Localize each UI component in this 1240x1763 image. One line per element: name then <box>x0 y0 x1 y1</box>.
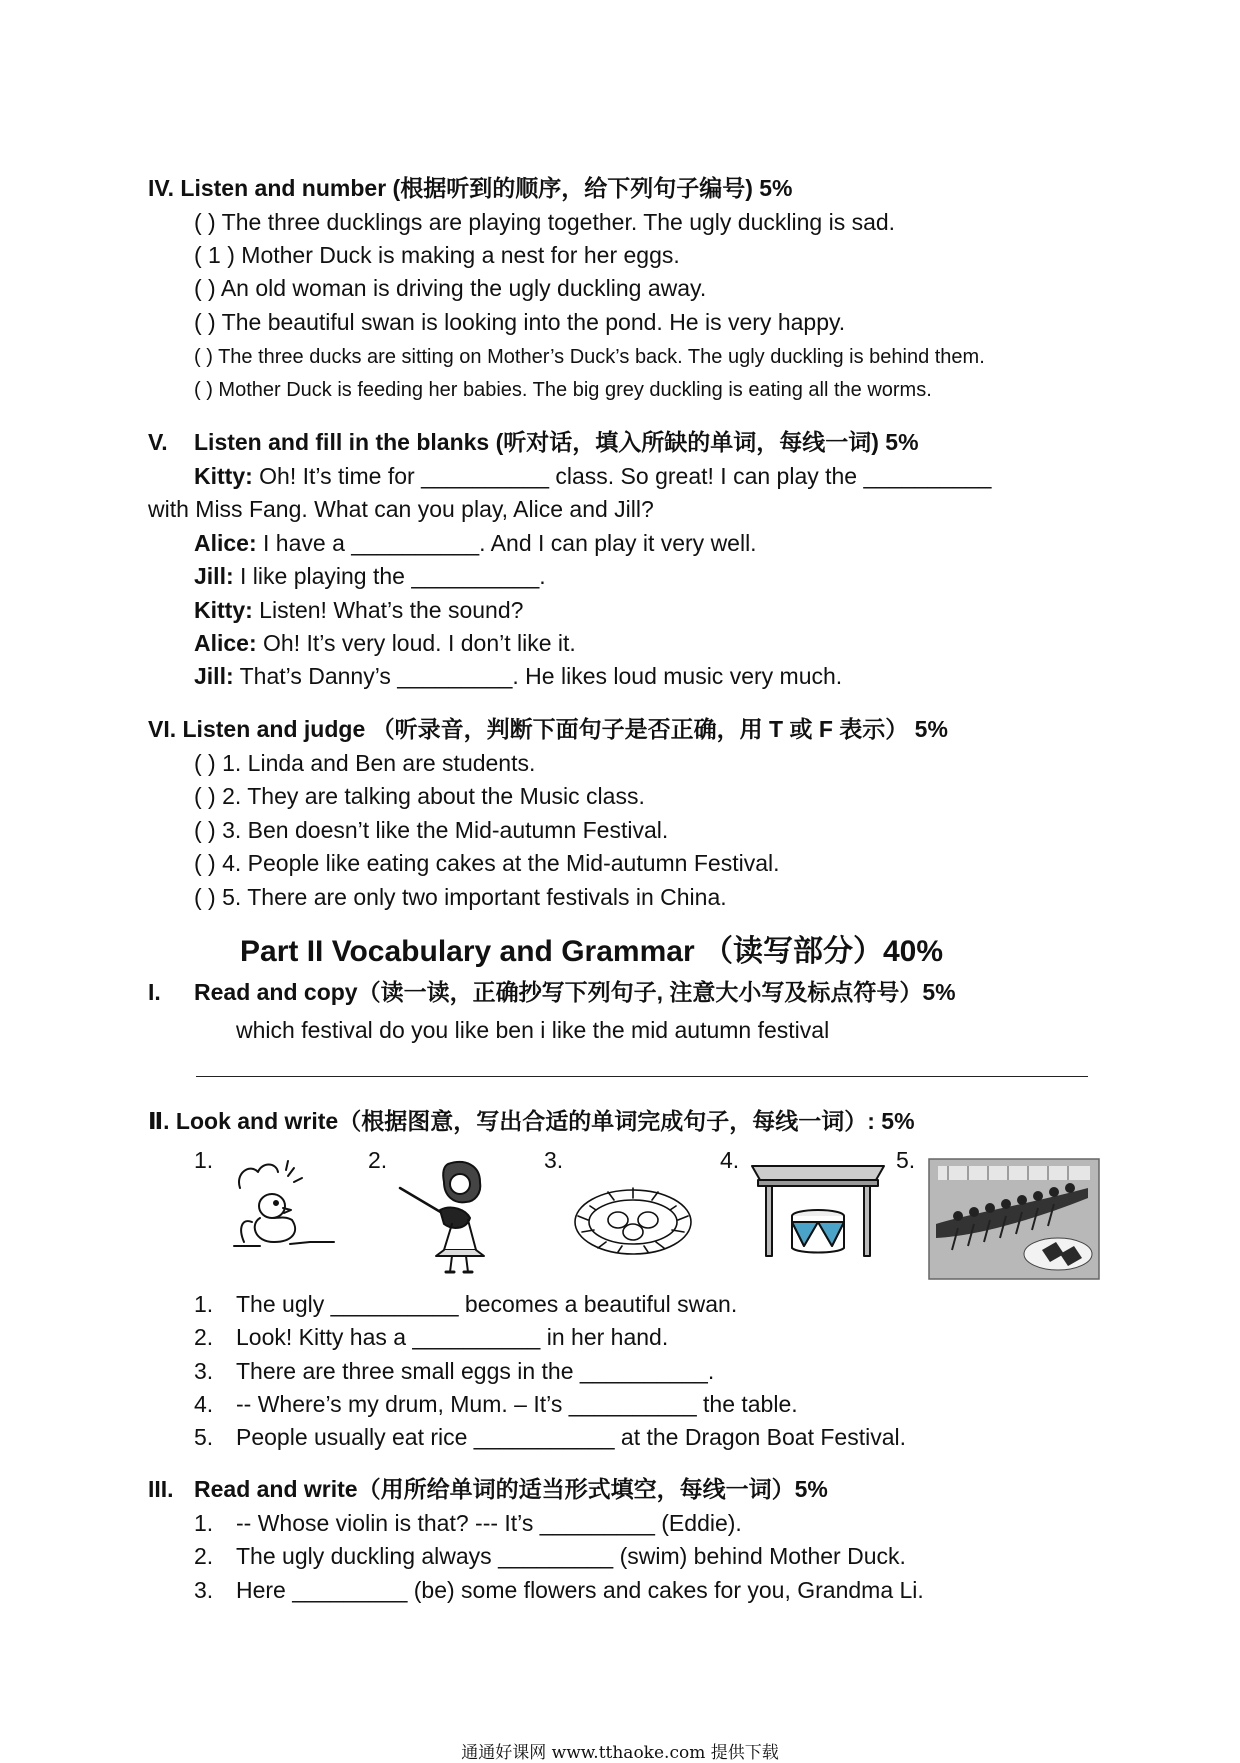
section-6-item-5: ( ) 5. There are only two important festivals in China. <box>194 884 727 910</box>
dragon-boat-picture <box>928 1158 1100 1280</box>
look-write-item-1-text: The ugly __________ becomes a beautiful swan. <box>236 1291 738 1317</box>
section-6-item-4: ( ) 4. People like eating cakes at the Mid-autumn Festival. <box>194 850 780 876</box>
section-4-item-3: ( ) An old woman is driving the ugly duckling away. <box>194 275 707 301</box>
copy-answer-line <box>196 1076 1088 1077</box>
look-write-item-2-text: Look! Kitty has a __________ in her hand. <box>236 1324 669 1350</box>
section-6-item-2: ( ) 2. They are talking about the Music class. <box>194 783 645 809</box>
duckling-picture <box>230 1158 340 1250</box>
look-write-item-5-number: 5. <box>194 1424 214 1450</box>
part-2-section-3-title: Read and write（用所给单词的适当形式填空，每线一词）5% <box>194 1476 828 1502</box>
look-write-item-1-number: 1. <box>194 1291 214 1317</box>
picture-number-2: 2. <box>368 1147 388 1173</box>
speaker-alice: Alice: <box>194 630 257 656</box>
part-2-section-1-title: Read and copy（读一读，正确抄写下列句子, 注意大小写及标点符号）5% <box>194 979 956 1005</box>
drum-under-table-picture <box>748 1160 888 1260</box>
dialog-text: I like playing the __________. <box>233 563 546 589</box>
section-4-title: IV. Listen and number (根据听到的顺序，给下列句子编号) 5% <box>148 175 793 201</box>
read-write-item-3-number: 3. <box>194 1577 214 1603</box>
read-write-item-2-number: 2. <box>194 1543 214 1569</box>
look-write-item-4-number: 4. <box>194 1391 214 1417</box>
dialog-line-kitty-1-cont: with Miss Fang. What can you play, Alice and Jill? <box>148 496 654 522</box>
section-4-item-5: ( ) The three ducks are sitting on Mother’s Duck’s back. The ugly duckling is behind them. <box>194 346 985 368</box>
speaker-kitty: Kitty: <box>194 597 253 623</box>
section-4-item-6: ( ) Mother Duck is feeding her babies. The big grey duckling is eating all the worms. <box>194 379 932 401</box>
look-write-item-5-text: People usually eat rice ___________ at the Dragon Boat Festival. <box>236 1424 906 1450</box>
part-2-title: Part II Vocabulary and Grammar （读写部分）40% <box>240 935 943 968</box>
dialog-text: Listen! What’s the sound? <box>252 597 524 623</box>
read-write-item-2-text: The ugly duckling always _________ (swim) behind Mother Duck. <box>236 1543 906 1569</box>
picture-number-5: 5. <box>896 1147 916 1173</box>
read-write-item-1-text: -- Whose violin is that? --- It’s _________ (Eddie). <box>236 1510 742 1536</box>
part-2-section-3-number: III. <box>148 1476 174 1502</box>
speaker-jill: Jill: <box>194 563 234 589</box>
dialog-line-alice-2 <box>194 629 576 657</box>
speaker-alice: Alice: <box>194 530 257 556</box>
section-4-item-4: ( ) The beautiful swan is looking into the pond. He is very happy. <box>194 309 846 335</box>
speaker-kitty: Kitty: <box>194 463 253 489</box>
nest-picture <box>568 1176 698 1264</box>
part-2-section-2-title: Ⅱ. Look and write（根据图意，写出合适的单词完成句子，每线一词）: 5% <box>148 1108 915 1134</box>
dialog-text: That’s Danny’s _________. He likes loud music very much. <box>233 663 843 689</box>
dialog-line-kitty-2 <box>194 596 523 624</box>
look-write-item-3-text: There are three small eggs in the __________. <box>236 1358 715 1384</box>
section-5-title: Listen and fill in the blanks (听对话，填入所缺的单词，每线一词) 5% <box>194 429 919 455</box>
dialog-line-jill-2 <box>194 662 842 690</box>
dialog-text: Oh! It’s very loud. I don’t like it. <box>256 630 576 656</box>
copy-sentence: which festival do you like ben i like the mid autumn festival <box>236 1017 830 1043</box>
look-write-item-4-text: -- Where’s my drum, Mum. – It’s __________ the table. <box>236 1391 798 1417</box>
picture-number-1: 1. <box>194 1147 214 1173</box>
dialog-line-alice-1 <box>194 529 757 557</box>
read-write-item-3-text: Here _________ (be) some flowers and cakes for you, Grandma Li. <box>236 1577 924 1603</box>
picture-number-4: 4. <box>720 1147 740 1173</box>
look-write-item-3-number: 3. <box>194 1358 214 1384</box>
section-6-item-3: ( ) 3. Ben doesn’t like the Mid-autumn Festival. <box>194 817 669 843</box>
dialog-line-kitty-1 <box>194 462 991 490</box>
section-6-item-1: ( ) 1. Linda and Ben are students. <box>194 750 536 776</box>
violin-girl-picture <box>396 1158 506 1278</box>
section-6-title: VI. Listen and judge （听录音，判断下面句子是否正确，用 T 或 F 表示） 5% <box>148 716 948 742</box>
dialog-line-jill-1 <box>194 562 546 590</box>
dialog-text: I have a __________. And I can play it very well. <box>256 530 757 556</box>
picture-number-3: 3. <box>544 1147 564 1173</box>
section-4-item-2: ( 1 ) Mother Duck is making a nest for her eggs. <box>194 242 680 268</box>
speaker-jill: Jill: <box>194 663 234 689</box>
read-write-item-1-number: 1. <box>194 1510 214 1536</box>
section-5-number: V. <box>148 429 168 455</box>
dialog-text: Oh! It’s time for __________ class. So great! I can play the __________ <box>252 463 992 489</box>
part-2-section-1-number: I. <box>148 979 161 1005</box>
section-4-item-1: ( ) The three ducklings are playing together. The ugly duckling is sad. <box>194 209 896 235</box>
look-write-item-2-number: 2. <box>194 1324 214 1350</box>
page-footer: 通通好课网 www.tthaoke.com 提供下载 <box>461 1743 779 1763</box>
